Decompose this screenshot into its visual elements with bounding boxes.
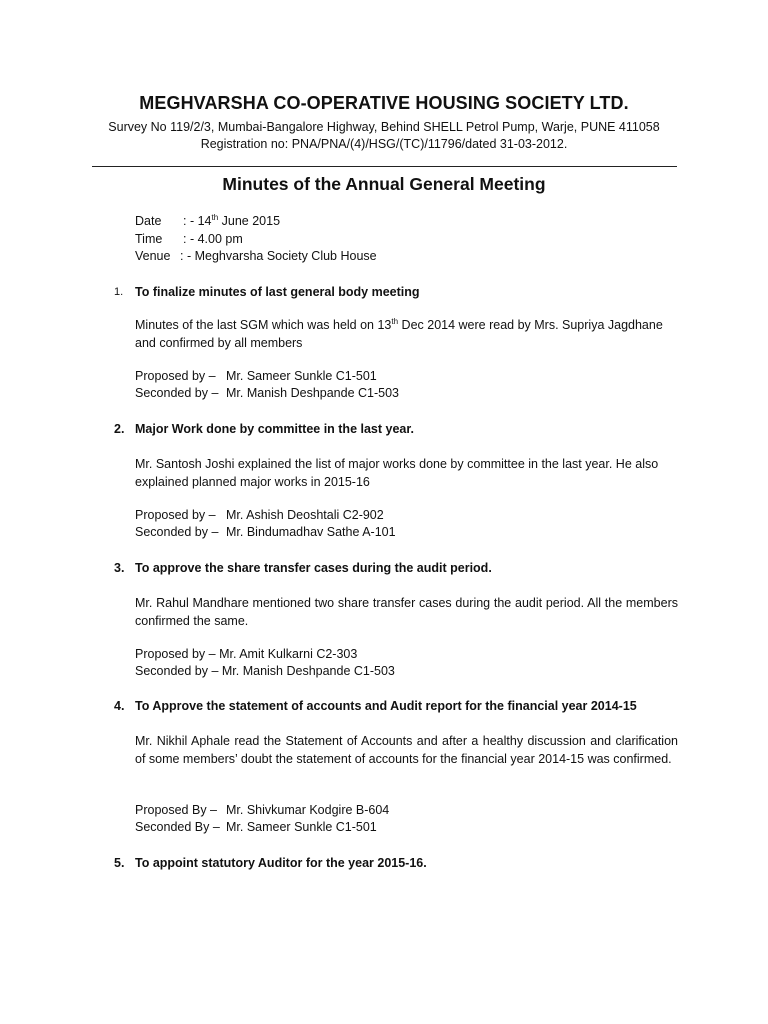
venue-value: : - Meghvarsha Society Club House bbox=[180, 249, 377, 263]
seconded-label: Seconded by – bbox=[135, 386, 219, 400]
date-suffix: June 2015 bbox=[218, 214, 281, 228]
item-4-heading: To Approve the statement of accounts and Audit report for the financial year 2014-15 bbox=[135, 699, 637, 713]
item-1-para-b: Dec 2014 were read by Mrs. Supriya Jagdhane and confirmed by all members bbox=[135, 318, 663, 350]
item-2-paragraph: Mr. Santosh Joshi explained the list of major works done by committee in the last year. He also explained planned major works in 2015-16 bbox=[135, 457, 659, 489]
proposed-name: Mr. Shivkumar Kodgire B-604 bbox=[226, 803, 390, 817]
seconded-name: Mr. Manish Deshpande C1-503 bbox=[226, 386, 400, 400]
item-1-paragraph bbox=[135, 317, 678, 352]
item-4-paragraph: Mr. Nikhil Aphale read the Statement of Accounts and after a healthy discussion and clarification of some members’ doubt the statement of accounts for the financial year 2014-15 was confirmed. bbox=[135, 734, 678, 766]
item-3-paragraph: Mr. Rahul Mandhare mentioned two share transfer cases during the audit period. All the members confirmed the same. bbox=[135, 596, 678, 628]
item-4-number: 4. bbox=[114, 699, 125, 713]
item-5-number: 5. bbox=[114, 856, 125, 870]
item-3-number: 3. bbox=[114, 561, 125, 575]
item-1-proposed bbox=[135, 369, 377, 383]
meta-time bbox=[135, 232, 243, 246]
item-2-seconded bbox=[135, 525, 396, 539]
item-4-proposed bbox=[135, 803, 389, 817]
date-sup: th bbox=[211, 212, 219, 222]
item-3-seconded: Seconded by – Mr. Manish Deshpande C1-503 bbox=[135, 664, 395, 678]
item-5-heading: To appoint statutory Auditor for the year 2015-16. bbox=[135, 856, 427, 870]
proposed-label: Proposed by – bbox=[135, 508, 216, 522]
item-1-seconded bbox=[135, 386, 399, 400]
society-title: MEGHVARSHA CO-OPERATIVE HOUSING SOCIETY LTD. bbox=[139, 93, 629, 113]
time-value: : - 4.00 pm bbox=[183, 232, 243, 246]
item-3-proposed: Proposed by – Mr. Amit Kulkarni C2-303 bbox=[135, 647, 358, 661]
date-label: Date bbox=[135, 214, 162, 228]
item-1-para-sup: th bbox=[391, 316, 399, 326]
item-2-heading: Major Work done by committee in the last year. bbox=[135, 422, 415, 436]
seconded-label: Seconded by – bbox=[135, 525, 219, 539]
item-1-heading: To finalize minutes of last general body meeting bbox=[135, 285, 420, 299]
registration-number: Registration no: PNA/PNA/(4)/HSG/(TC)/11796/dated 31-03-2012. bbox=[200, 137, 568, 151]
venue-label: Venue bbox=[135, 249, 171, 263]
proposed-label: Proposed By – bbox=[135, 803, 217, 817]
proposed-label: Proposed by – bbox=[135, 369, 216, 383]
header-divider bbox=[92, 166, 677, 167]
document-title: Minutes of the Annual General Meeting bbox=[222, 174, 546, 194]
item-2-proposed bbox=[135, 508, 384, 522]
date-prefix: : - 14 bbox=[183, 214, 212, 228]
proposed-name: Mr. Sameer Sunkle C1-501 bbox=[226, 369, 377, 383]
seconded-label: Seconded By – bbox=[135, 820, 220, 834]
time-label: Time bbox=[135, 232, 163, 246]
item-2-number: 2. bbox=[114, 422, 125, 436]
society-address: Survey No 119/2/3, Mumbai-Bangalore Highway, Behind SHELL Petrol Pump, Warje, PUNE 411058 bbox=[108, 120, 660, 134]
item-4-seconded bbox=[135, 820, 377, 834]
proposed-name: Mr. Ashish Deoshtali C2-902 bbox=[226, 508, 384, 522]
item-1-para-a: Minutes of the last SGM which was held on 13 bbox=[135, 318, 392, 332]
meta-venue bbox=[135, 249, 377, 263]
seconded-name: Mr. Sameer Sunkle C1-501 bbox=[226, 820, 377, 834]
meta-date bbox=[135, 214, 280, 228]
item-3-heading: To approve the share transfer cases during the audit period. bbox=[135, 561, 492, 575]
seconded-name: Mr. Bindumadhav Sathe A-101 bbox=[226, 525, 396, 539]
item-1-number: 1. bbox=[114, 286, 124, 298]
